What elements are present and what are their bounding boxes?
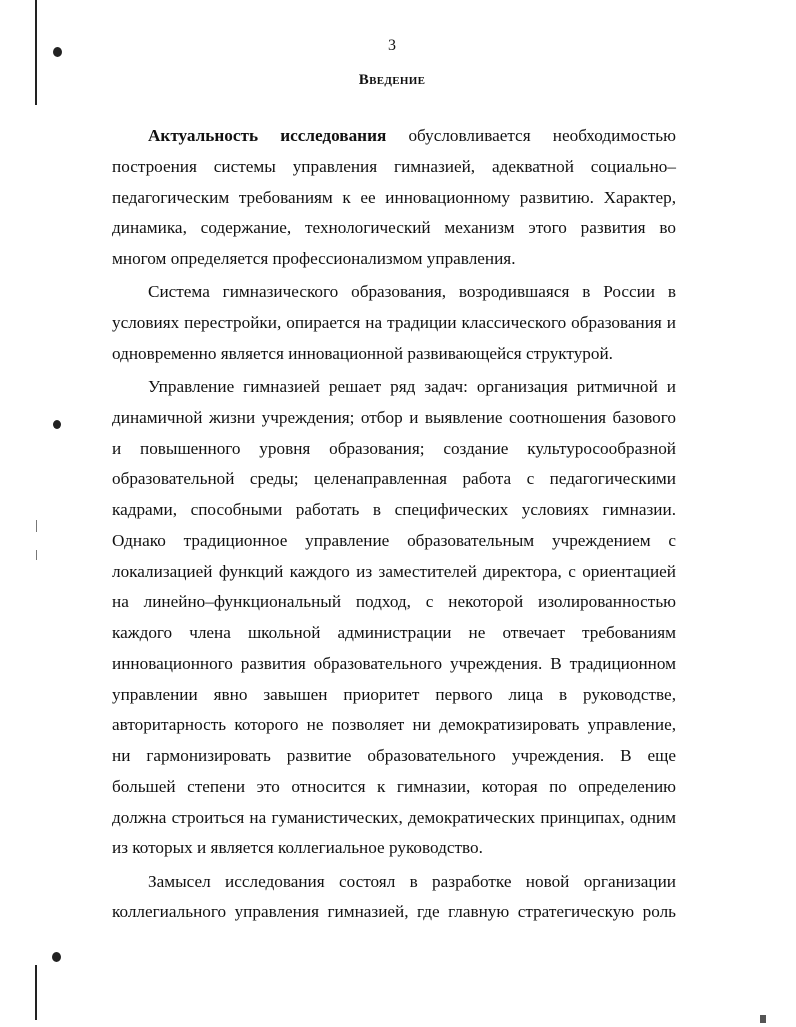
text-line: одновременно является инновационной развивающейся структурой. — [112, 343, 613, 363]
scan-speck — [760, 1015, 766, 1023]
paragraph — [112, 867, 676, 929]
scan-speck — [36, 520, 37, 532]
scan-speck — [36, 550, 37, 560]
paragraph — [112, 277, 676, 369]
text-line: ни гармонизировать развитие образовательного учреждения. В еще — [112, 746, 676, 765]
text-line: и повышенного уровня образования; создание культуросообразной — [112, 438, 676, 458]
text-line: Однако традиционное управление образовательным учреждением с — [112, 530, 676, 550]
text-line: Система гимназического образования, возродившаяся в России в — [148, 282, 676, 302]
text-line: педагогическим требованиям к ее инновационному развитию. Характер, — [112, 187, 676, 207]
bold-lead: Актуальность исследования — [148, 126, 387, 145]
text-line: авторитарность которого не позволяет ни демократизировать управление, — [112, 715, 676, 735]
text-line: динамичной жизни учреждения; отбор и выявление соотношения базового — [112, 407, 676, 427]
text-line: кадрами, способными работать в специфических условиях гимназии. — [112, 500, 676, 519]
text-line: инновационного развития образовательного учреждения. В традиционном — [112, 653, 676, 673]
section-heading: Введение — [358, 72, 426, 88]
text-line: каждого члена школьной администрации не отвечает требованиям — [112, 623, 676, 642]
text-line: Замысел исследования состоял в разработке новой организации — [148, 871, 676, 891]
text-line: Управление гимназией решает ряд задач: организация ритмичной и — [148, 377, 676, 396]
text-line: из которых и является коллегиальное руководство. — [112, 838, 483, 858]
punch-hole-mark-bottom — [52, 952, 61, 962]
punch-hole-mark-middle — [53, 420, 61, 429]
paragraph — [112, 372, 676, 864]
text-line: Актуальность исследования обусловливается необходимостью — [148, 126, 676, 145]
document-body — [112, 121, 676, 928]
page-number: 3 — [388, 37, 396, 54]
text-line: многом определяется профессионализмом управления. — [112, 249, 516, 268]
text-line: управлении явно завышен приоритет первого лица в руководстве, — [112, 684, 676, 704]
paragraph — [112, 121, 676, 275]
text-line: построения системы управления гимназией, адекватной социально– — [112, 156, 676, 176]
text-line: должна строиться на гуманистических, демократических принципах, одним — [112, 807, 676, 827]
text-line: условиях перестройки, опирается на традиции классического образования и — [112, 313, 676, 332]
text-line: образовательной среды; целенаправленная работа с педагогическими — [112, 469, 676, 489]
text-line: локализацией функций каждого из заместителей директора, с ориентацией — [112, 561, 676, 581]
text-line: динамика, содержание, технологический механизм этого развития во — [112, 218, 676, 238]
scan-edge-line-bottom — [35, 965, 37, 1020]
text-line: большей степени это относится к гимназии, которая по определению — [112, 776, 676, 796]
text-line: коллегиального управления гимназией, где главную стратегическую роль — [112, 902, 676, 922]
text-line: на линейно–функциональный подход, с некоторой изолированностью — [112, 592, 676, 612]
